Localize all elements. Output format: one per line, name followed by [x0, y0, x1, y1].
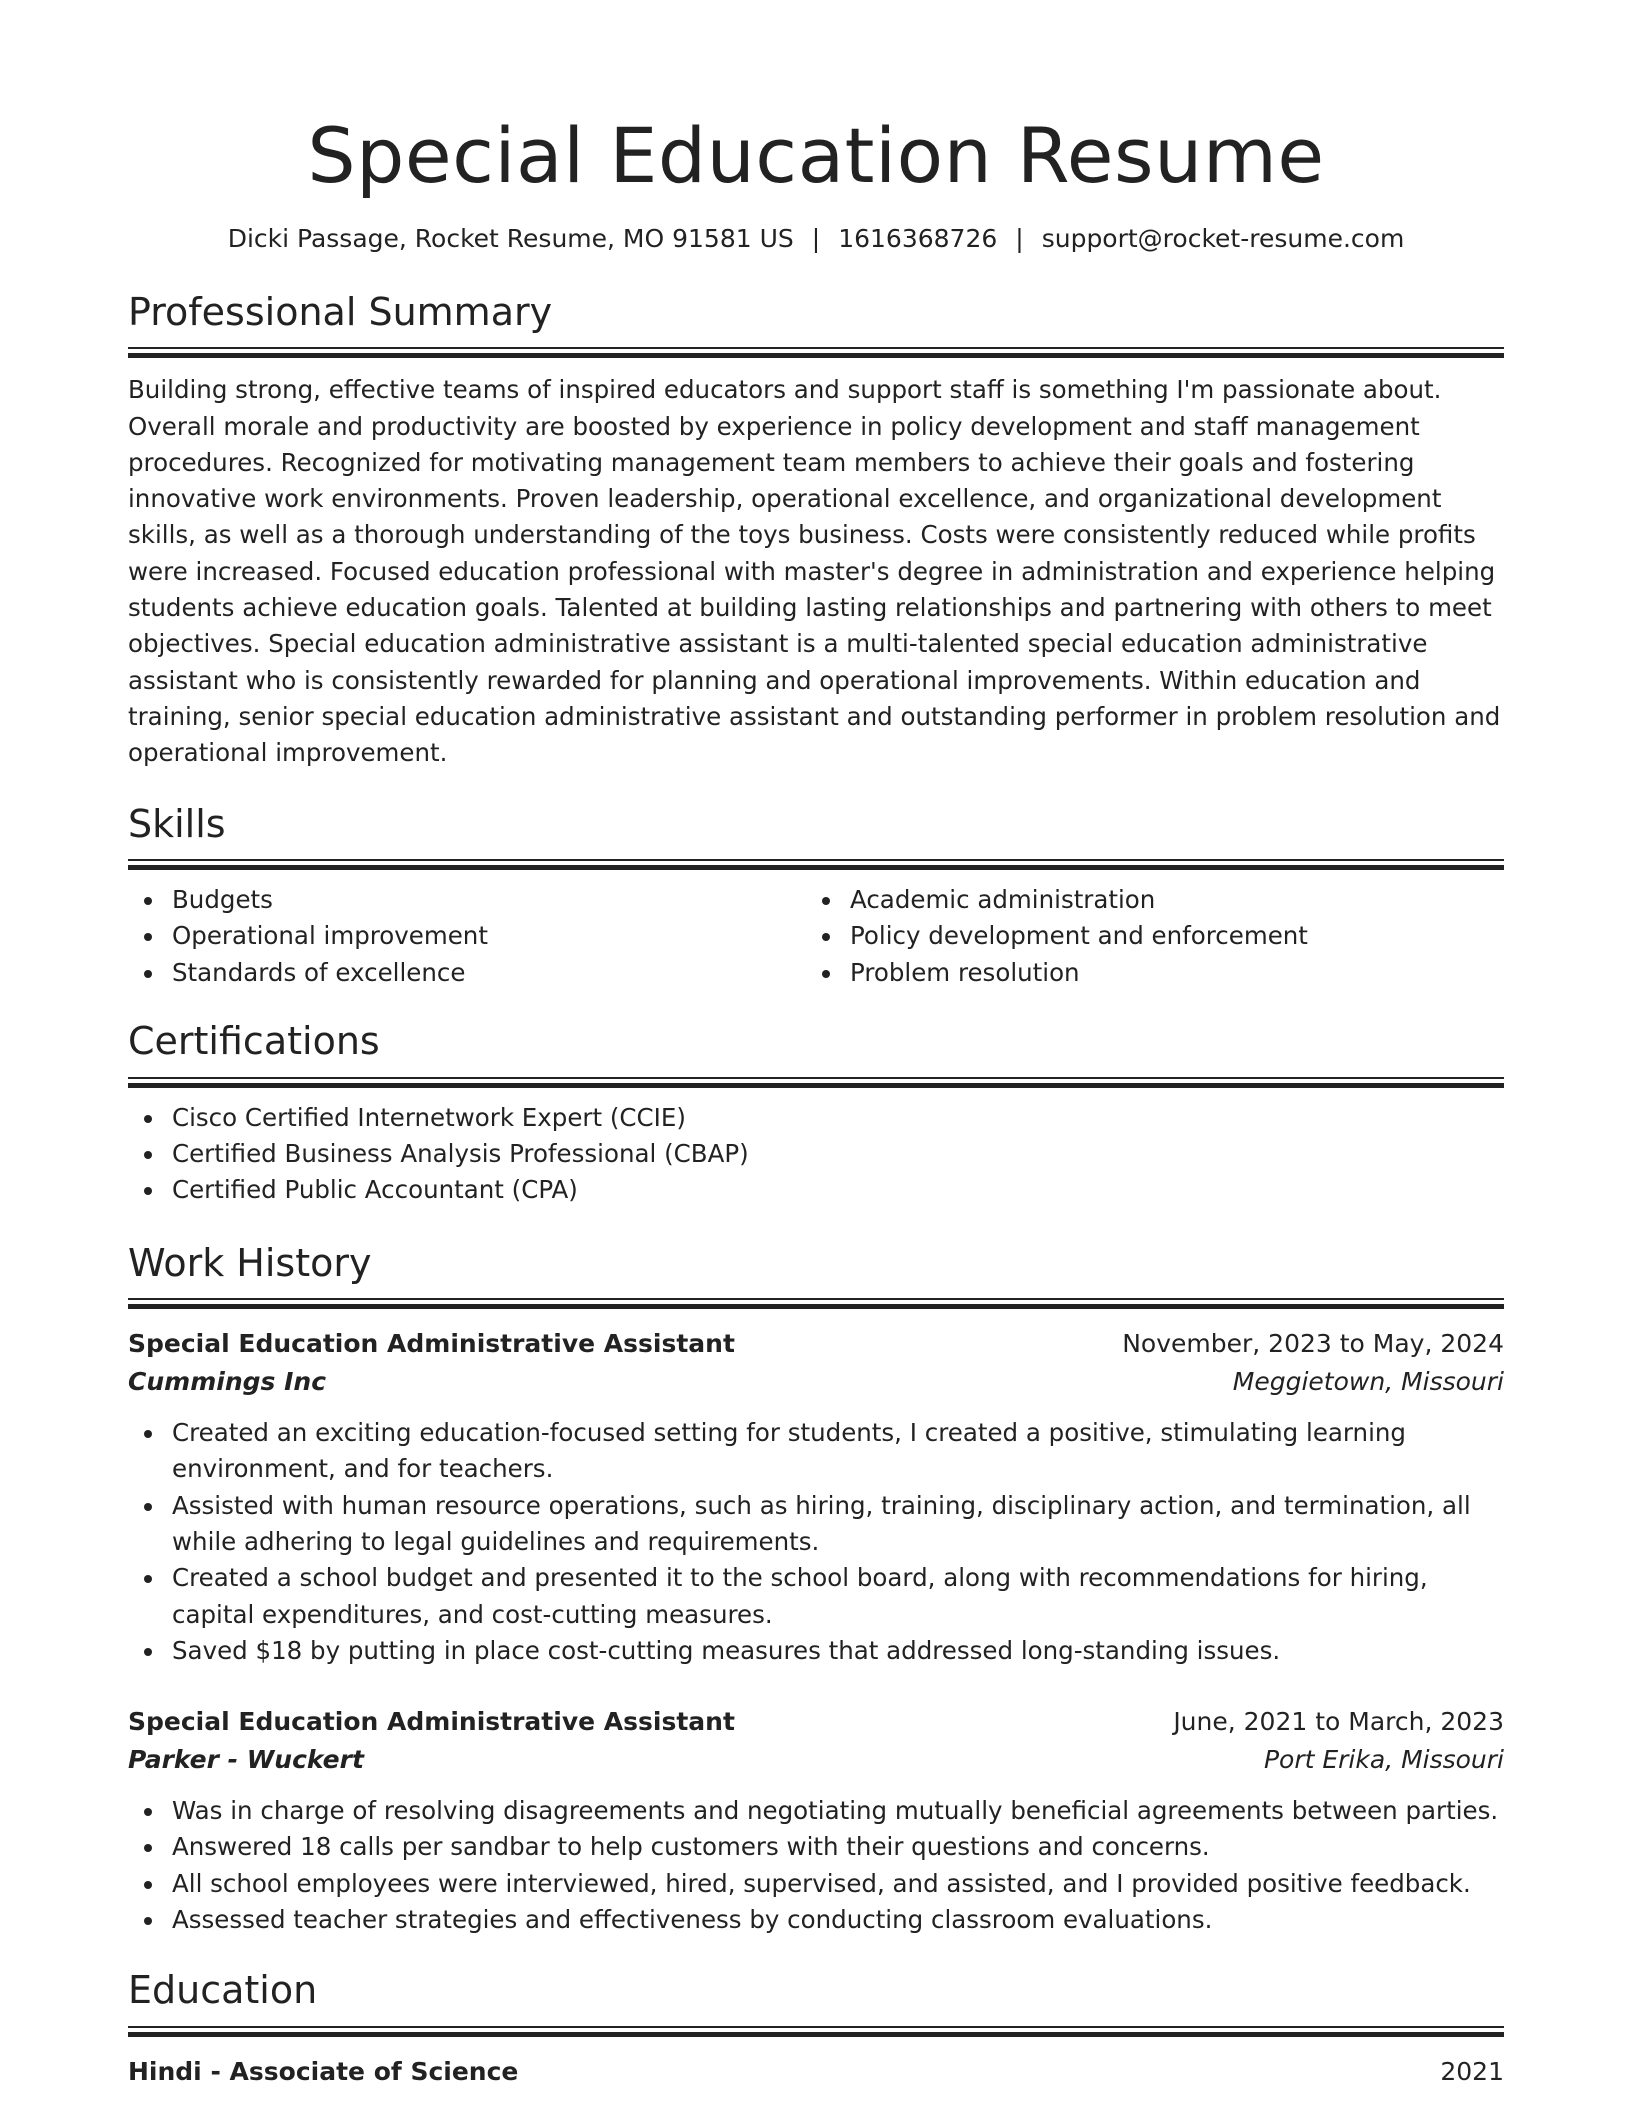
- education-heading: Education: [128, 1968, 318, 2013]
- summary-text: Building strong, effective teams of inspired educators and support staff is something I'm passionate about. Overall morale and productivity are boosted by experience in policy development and staff management procedures. Recognized for motivating management team members to achieve their goals and fostering innovative work environments. Proven leadership, operational excellence, and organizational development skills, as well as a thorough understanding of the toys business. Costs were consistently reduced while profits were increased. Focused education professional with master's degree in administration and experience helping students achieve education goals. Talented at building lasting relationships and partnering with others to meet objectives. Special education administrative assistant is a multi-talented special education administrative assistant who is consistently rewarded for planning and operational improvements. Within education and training, senior special education administrative assistant and outstanding performer in problem resolution and operational improvement.: [128, 375, 1501, 768]
- summary-heading: Professional Summary: [128, 289, 553, 334]
- job-duty-item: All school employees were interviewed, hired, supervised, and assisted, and I provided positive feedback.: [128, 1866, 1504, 1902]
- skill-item: Standards of excellence: [128, 955, 806, 991]
- certification-item: Certified Public Accountant (CPA): [128, 1172, 1504, 1208]
- job-dates: November, 2023 to May, 2024: [1122, 1329, 1504, 1359]
- resume-title: Special Education Resume: [307, 111, 1325, 200]
- job-duty-item: Answered 18 calls per sandbar to help customers with their questions and concerns.: [128, 1829, 1504, 1865]
- job-duty-item: Was in charge of resolving disagreements and negotiating mutually beneficial agreements between parties.: [128, 1793, 1504, 1829]
- bullet-icon: [144, 1503, 152, 1511]
- skill-item: Budgets: [128, 882, 806, 918]
- education-degree: Hindi - Associate of Science: [128, 2056, 519, 2086]
- job-entry: [128, 1703, 1504, 1938]
- summary-section: [128, 290, 1504, 772]
- bullet-icon: [144, 1151, 152, 1159]
- bullet-icon: [144, 1115, 152, 1123]
- certifications-section: [128, 1019, 1504, 1208]
- bullet-icon: [144, 1917, 152, 1925]
- contact-phone: 1616368726: [838, 224, 998, 254]
- contact-separator: |: [811, 224, 821, 254]
- skills-section: [128, 802, 1504, 991]
- section-divider: [128, 1298, 1504, 1309]
- job-header: [128, 1325, 1504, 1363]
- certifications-heading: Certifications: [128, 1019, 380, 1064]
- skill-item: Operational improvement: [128, 918, 806, 954]
- education-year: 2021: [1440, 2056, 1504, 2086]
- section-divider: [128, 347, 1504, 358]
- bullet-icon: [144, 1881, 152, 1889]
- education-section: [128, 1968, 1504, 2091]
- education-entry: [128, 2053, 1504, 2091]
- job-location: Meggietown, Missouri: [1232, 1367, 1504, 1397]
- bullet-icon: [144, 1648, 152, 1656]
- job-entry: [128, 1325, 1504, 1669]
- job-duty-item: Assessed teacher strategies and effectiveness by conducting classroom evaluations.: [128, 1902, 1504, 1938]
- bullet-icon: [144, 970, 152, 978]
- skill-item: Academic administration: [806, 882, 1484, 918]
- work-history-section: [128, 1241, 1504, 1939]
- skill-item: Problem resolution: [806, 955, 1484, 991]
- bullet-icon: [822, 933, 830, 941]
- bullet-icon: [822, 970, 830, 978]
- skills-list-right: [806, 882, 1484, 991]
- resume-page: [128, 110, 1504, 2091]
- bullet-icon: [144, 933, 152, 941]
- bullet-icon: [144, 1575, 152, 1583]
- certifications-list: [128, 1100, 1504, 1209]
- bullet-icon: [144, 1844, 152, 1852]
- job-dates: June, 2021 to March, 2023: [1173, 1707, 1504, 1737]
- bullet-icon: [144, 1808, 152, 1816]
- skill-item: Policy development and enforcement: [806, 918, 1484, 954]
- job-duties: [128, 1415, 1504, 1669]
- job-title: Special Education Administrative Assistant: [128, 1707, 735, 1737]
- skills-grid: [128, 882, 1504, 991]
- job-subheader: [128, 1363, 1504, 1401]
- job-header: [128, 1703, 1504, 1741]
- work-history-heading: Work History: [128, 1240, 372, 1285]
- certification-item: Certified Business Analysis Professional (CBAP): [128, 1136, 1504, 1172]
- bullet-icon: [144, 1430, 152, 1438]
- job-title: Special Education Administrative Assistant: [128, 1329, 735, 1359]
- section-divider: [128, 859, 1504, 870]
- section-divider: [128, 1077, 1504, 1088]
- job-subheader: [128, 1741, 1504, 1779]
- contact-address: Dicki Passage, Rocket Resume, MO 91581 US: [227, 224, 794, 254]
- skills-list-left: [128, 882, 806, 991]
- bullet-icon: [822, 897, 830, 905]
- job-duty-item: Assisted with human resource operations, such as hiring, training, disciplinary action, and termination, all while adhering to legal guidelines and requirements.: [128, 1488, 1504, 1561]
- job-duties: [128, 1793, 1504, 1938]
- contact-line: [128, 223, 1504, 256]
- contact-email: support@rocket-resume.com: [1041, 224, 1405, 254]
- bullet-icon: [144, 1187, 152, 1195]
- contact-separator: |: [1015, 224, 1024, 254]
- job-company: Cummings Inc: [128, 1367, 327, 1397]
- job-location: Port Erika, Missouri: [1263, 1745, 1504, 1775]
- certification-item: Cisco Certified Internetwork Expert (CCIE): [128, 1100, 1504, 1136]
- job-duty-item: Created an exciting education-focused setting for students, I created a positive, stimulating learning environment, and for teachers.: [128, 1415, 1504, 1488]
- job-company: Parker - Wuckert: [128, 1745, 364, 1775]
- skills-heading: Skills: [128, 801, 226, 846]
- bullet-icon: [144, 897, 152, 905]
- job-duty-item: Saved $18 by putting in place cost-cutting measures that addressed long-standing issues.: [128, 1633, 1504, 1669]
- section-divider: [128, 2026, 1504, 2037]
- job-duty-item: Created a school budget and presented it to the school board, along with recommendations for hiring, capital expenditures, and cost-cutting measures.: [128, 1560, 1504, 1633]
